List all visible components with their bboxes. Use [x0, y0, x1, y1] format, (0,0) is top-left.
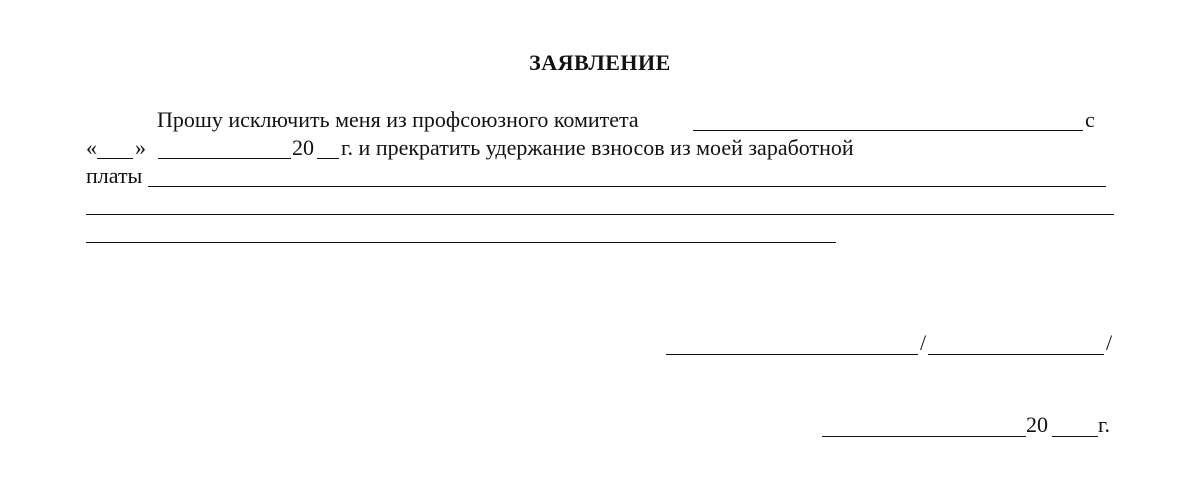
close-quote: » [135, 135, 146, 160]
month-field[interactable] [158, 158, 291, 159]
date-year-field[interactable] [1052, 436, 1098, 437]
salary-details-field-1[interactable] [148, 186, 1106, 187]
signature-field[interactable] [666, 354, 918, 355]
request-text-line-1: Прошу исключить меня из профсоюзного комитета [157, 107, 639, 132]
date-year-prefix: 20 [1026, 412, 1048, 437]
salary-details-field-2[interactable] [86, 214, 1114, 215]
signature-name-field[interactable] [928, 354, 1104, 355]
open-quote: « [86, 135, 97, 160]
signature-separator: / [920, 330, 927, 355]
committee-name-field[interactable] [693, 130, 1083, 131]
request-text-line-2: г. и прекратить удержание взносов из моей заработной [341, 135, 854, 160]
date-year-suffix: г. [1098, 412, 1111, 437]
from-date-preposition: с [1085, 107, 1095, 132]
year-prefix: 20 [292, 135, 314, 160]
request-text-line-3: платы [86, 163, 143, 188]
signature-end-separator: / [1106, 330, 1113, 355]
date-field[interactable] [822, 436, 1026, 437]
salary-details-field-3[interactable] [86, 242, 836, 243]
year-field[interactable] [317, 158, 339, 159]
document-title: ЗАЯВЛЕНИЕ [529, 50, 671, 75]
day-field[interactable] [97, 158, 133, 159]
